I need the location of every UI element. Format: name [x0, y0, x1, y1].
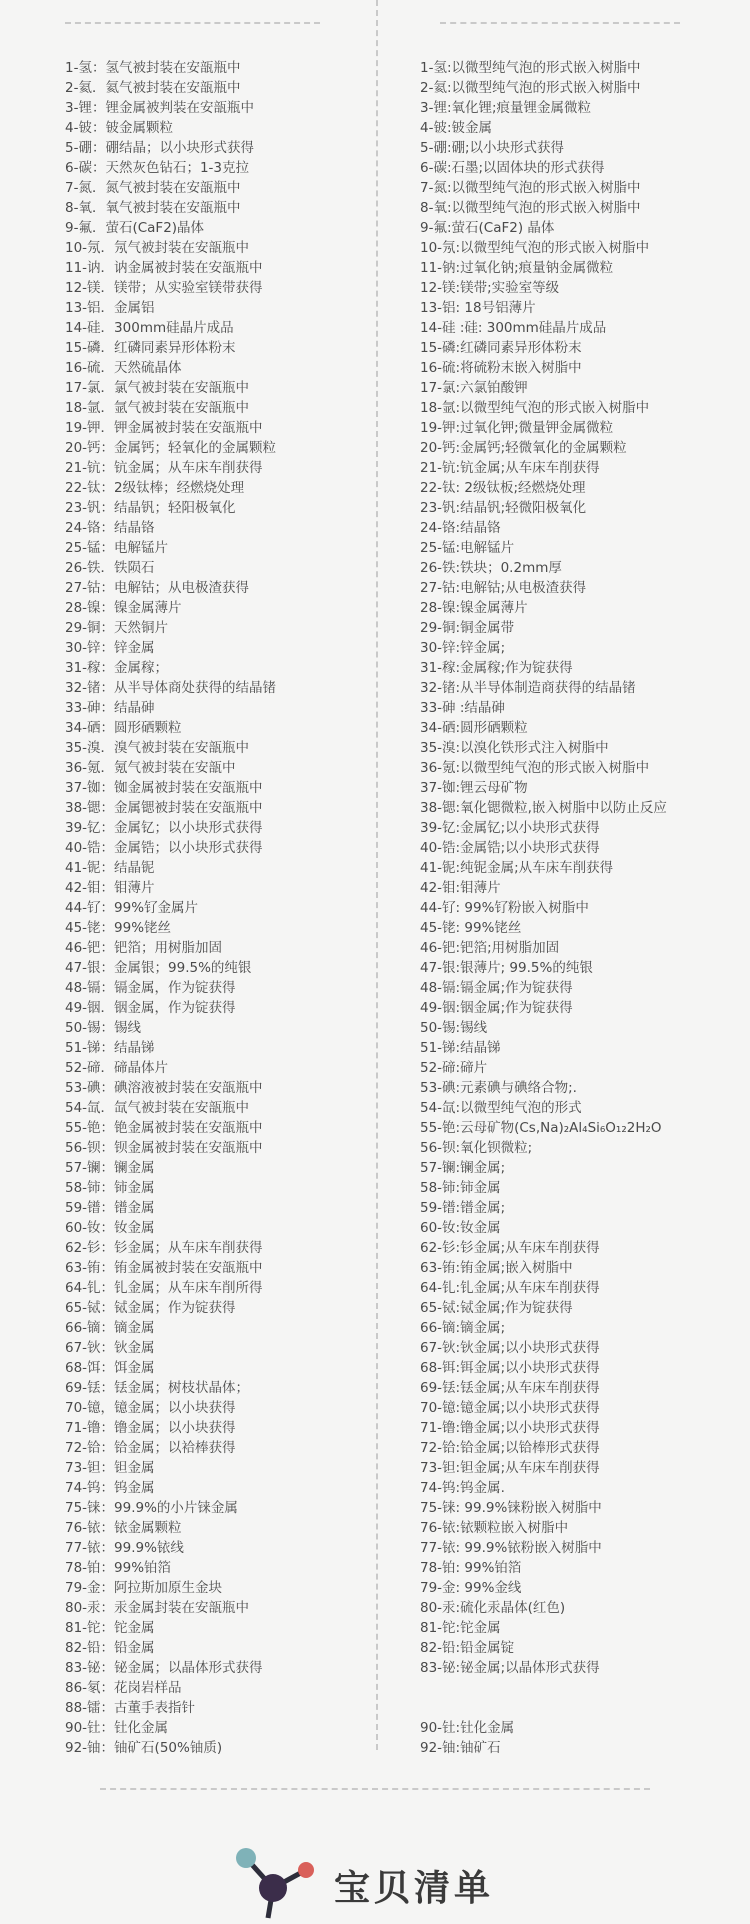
list-item: 63-铕：铕金属被封装在安瓿瓶中: [65, 1260, 263, 1276]
list-item: 71-镥：镥金属；以小块获得: [65, 1420, 236, 1436]
list-item: 92-铀：铀矿石(50%铀质): [65, 1740, 223, 1756]
list-item: 60-钕：钕金属: [65, 1220, 155, 1236]
list-item: 57-镧：镧金属: [65, 1160, 155, 1176]
list-item: 65-铽:铽金属;作为锭获得: [420, 1300, 573, 1316]
list-item: 32-锗：从半导体商处获得的结晶锗: [65, 680, 277, 696]
list-item: 39-钇:金属钇;以小块形式获得: [420, 820, 600, 836]
list-item: 9-氟:萤石(CaF2) 晶体: [420, 220, 555, 236]
list-item: 12-镁．镁带；从实验室镁带获得: [65, 280, 263, 296]
list-item: 6-碳：天然灰色钻石；1-3克拉: [65, 160, 250, 176]
list-item: 81-铊:铊金属: [420, 1620, 501, 1636]
list-item: 79-金: 99%金线: [420, 1580, 522, 1596]
list-item: 51-锑：结晶锑: [65, 1040, 155, 1056]
list-item: 86-氡：花岗岩样品: [65, 1680, 182, 1696]
list-item: 48-镉：镉金属，作为锭获得: [65, 980, 236, 996]
list-item: 10-氖:以微型纯气泡的形式嵌入树脂中: [420, 240, 650, 256]
molecule-icon: [228, 1840, 328, 1924]
list-item: 78-铂: 99%铂箔: [420, 1560, 522, 1576]
list-item: 37-铷:锂云母矿物: [420, 780, 528, 796]
list-item: 30-锌：锌金属: [65, 640, 155, 656]
list-item: 14-硅 :硅: 300mm硅晶片成品: [420, 320, 607, 336]
list-item: 28-镍：镍金属薄片: [65, 600, 182, 616]
list-item: 58-铈：铈金属: [65, 1180, 155, 1196]
list-item: 27-钴:电解钴;从电极渣获得: [420, 580, 587, 596]
list-item: 39-钇：金属钇；以小块形式获得: [65, 820, 263, 836]
list-item: 26-铁:铁块；0.2mm厚: [420, 560, 562, 576]
list-item: 58-铈:铈金属: [420, 1180, 501, 1196]
list-item: 83-铋:铋金属;以晶体形式获得: [420, 1660, 600, 1676]
list-item: 66-镝:镝金属;: [420, 1320, 506, 1336]
list-item: 13-铝: 18号铝薄片: [420, 300, 536, 316]
list-item: 12-镁:镁带;实验室等级: [420, 280, 560, 296]
list-item: 29-铜：天然铜片: [65, 620, 169, 636]
list-item: 55-铯：铯金属被封装在安瓿瓶中: [65, 1120, 263, 1136]
list-item: 80-汞:硫化汞晶体(红色): [420, 1600, 566, 1616]
list-item: 41-铌：结晶铌: [65, 860, 155, 876]
list-item: 45-铑：99%铑丝: [65, 920, 172, 936]
list-item: 42-钼:钼薄片: [420, 880, 501, 896]
list-item: 18-氩．氩气被封装在安瓿瓶中: [65, 400, 250, 416]
list-item: 44-钌: 99%钌粉嵌入树脂中: [420, 900, 589, 916]
list-item: 62-钐:钐金属;从车床车削获得: [420, 1240, 600, 1256]
list-item: 59-镨:镨金属;: [420, 1200, 506, 1216]
list-item: 10-氖．氖气被封装在安瓿瓶中: [65, 240, 250, 256]
list-item: 1-氢：氢气被封装在安瓿瓶中: [65, 60, 241, 76]
list-item: 80-汞：汞金属封装在安瓿瓶中: [65, 1600, 250, 1616]
list-item: 37-铷：铷金属被封装在安瓿瓶中: [65, 780, 263, 796]
list-item: 64-钆：钆金属；从车床车削所得: [65, 1280, 263, 1296]
list-item: 52-碲．碲晶体片: [65, 1060, 169, 1076]
list-item: 25-锰：电解锰片: [65, 540, 169, 556]
list-item: 74-钨:钨金属.: [420, 1480, 505, 1496]
list-item: 36-氪:以微型纯气泡的形式嵌入树脂中: [420, 760, 650, 776]
list-item: 34-硒:圆形硒颗粒: [420, 720, 528, 736]
list-item: 75-铼：99.9%的小片铼金属: [65, 1500, 238, 1516]
list-item: 38-锶:氧化锶微粒,嵌入树脂中以防止反应: [420, 800, 667, 816]
list-item: [420, 1678, 740, 1698]
top-divider-left: [65, 22, 320, 24]
list-item: 52-碲:碲片: [420, 1060, 488, 1076]
list-item: 74-钨：钨金属: [65, 1480, 155, 1496]
list-item: 46-钯:钯箔;用树脂加固: [420, 940, 560, 956]
list-item: 53-碘:元素碘与碘络合物;.: [420, 1080, 577, 1096]
top-divider-right: [440, 22, 680, 24]
list-item: 55-铯:云母矿物(Cs,Na)₂Al₄Si₆O₁₂2H₂O: [420, 1120, 662, 1136]
list-item: 20-钙：金属钙；轻氧化的金属颗粒: [65, 440, 277, 456]
list-item: 48-镉:镉金属;作为锭获得: [420, 980, 573, 996]
list-item: 19-钾．钾金属被封装在安瓿瓶中: [65, 420, 263, 436]
list-item: 8-氧:以微型纯气泡的形式嵌入树脂中: [420, 200, 641, 216]
list-item: 59-镨：镨金属: [65, 1200, 155, 1216]
list-item: 50-锡：锡线: [65, 1020, 142, 1036]
list-item: 81-铊：铊金属: [65, 1620, 155, 1636]
list-item: 22-钛：2级钛棒；经燃烧处理: [65, 480, 245, 496]
list-item: 18-氩:以微型纯气泡的形式嵌入树脂中: [420, 400, 650, 416]
list-item: 53-碘：碘溶液被封装在安瓿瓶中: [65, 1080, 263, 1096]
list-item: 90-钍：钍化金属: [65, 1720, 169, 1736]
list-item: 42-钼：钼薄片: [65, 880, 155, 896]
list-item: 92-铀:铀矿石: [420, 1740, 501, 1756]
list-item: 17-氯．氯气被封装在安瓿瓶中: [65, 380, 250, 396]
list-item: 54-氙．氙气被封装在安瓿瓶中: [65, 1100, 250, 1116]
list-item: 72-铪：铪金属；以袷棒获得: [65, 1440, 236, 1456]
list-item: 19-钾:过氧化钾;微量钾金属微粒: [420, 420, 614, 436]
list-item: 23-钒：结晶钒；轻阳极氧化: [65, 500, 236, 516]
list-item: 69-铥：铥金属；树枝状晶体；: [65, 1380, 250, 1396]
list-item: [420, 1698, 740, 1718]
list-item: 21-钪:钪金属;从车床车削获得: [420, 460, 600, 476]
list-item: 68-饵：饵金属: [65, 1360, 155, 1376]
list-item: 6-碳:石墨;以固体块的形式获得: [420, 160, 605, 176]
list-item: 30-锌:锌金属;: [420, 640, 506, 656]
list-item: 57-镧:镧金属;: [420, 1160, 506, 1176]
list-item: 35-溴:以溴化铁形式注入树脂中: [420, 740, 609, 756]
list-item: 27-钴：电解钴；从电极渣获得: [65, 580, 250, 596]
list-item: 64-钆:钆金属;从车床车削获得: [420, 1280, 600, 1296]
list-item: 21-钪：钪金属；从车床车削获得: [65, 460, 263, 476]
list-item: 16-硫．天然硫晶体: [65, 360, 182, 376]
element-list-resin: [420, 58, 740, 1758]
list-item: 2-氦:以微型纯气泡的形式嵌入树脂中: [420, 80, 641, 96]
list-item: 26-铁．铁陨石: [65, 560, 155, 576]
list-item: 70-镱，镱金属；以小块获得: [65, 1400, 236, 1416]
list-item: 29-铜:铜金属带: [420, 620, 515, 636]
list-item: 71-镥:镥金属;以小块形式获得: [420, 1420, 600, 1436]
list-item: 14-硅．300mm硅晶片成品: [65, 320, 234, 336]
list-item: 76-铱:铱颗粒嵌入树脂中: [420, 1520, 569, 1536]
list-item: 49-铟．铟金属，作为锭获得: [65, 1000, 236, 1016]
list-item: 24-铬:结晶铬: [420, 520, 501, 536]
list-item: 15-磷．红磷同素异形体粉末: [65, 340, 236, 356]
list-item: 8-氧．氧气被封装在安瓿瓶中: [65, 200, 241, 216]
list-item: 38-锶：金属锶被封装在安瓿瓶中: [65, 800, 263, 816]
list-item: 1-氢:以微型纯气泡的形式嵌入树脂中: [420, 60, 641, 76]
list-item: 9-氟．萤石(CaF2)晶体: [65, 220, 205, 236]
list-item: 88-镭：古董手表指针: [65, 1700, 196, 1716]
list-item: 51-锑:结晶锑: [420, 1040, 501, 1056]
list-item: 65-铽：铽金属；作为锭获得: [65, 1300, 236, 1316]
list-item: 60-钕:钕金属: [420, 1220, 501, 1236]
list-item: 68-铒:铒金属;以小块形式获得: [420, 1360, 600, 1376]
page-title: 宝贝清单: [334, 1868, 495, 1909]
list-item: 67-钬：钬金属: [65, 1340, 155, 1356]
list-item: 33-砷：结晶砷: [65, 700, 155, 716]
list-item: 24-铬：结晶铬: [65, 520, 155, 536]
list-item: 15-磷:红磷同素异形体粉末: [420, 340, 582, 356]
list-item: 62-钐：钐金属；从车床车削获得: [65, 1240, 263, 1256]
list-item: 40-锆:金属锆;以小块形式获得: [420, 840, 600, 856]
list-item: 50-锡:锡线: [420, 1020, 488, 1036]
list-item: 3-锂：锂金属被判装在安瓿瓶中: [65, 100, 254, 116]
list-item: 7-氮．氮气被封装在安瓿瓶中: [65, 180, 241, 196]
list-item: 11-钠:过氧化钠;痕量钠金属微粒: [420, 260, 614, 276]
list-item: 3-锂:氧化锂;痕量锂金属微粒: [420, 100, 592, 116]
list-item: 2-氦．氦气被封装在安瓿瓶中: [65, 80, 241, 96]
list-item: 17-氯:六氯铂酸钾: [420, 380, 528, 396]
list-item: 73-钽：钽金属: [65, 1460, 155, 1476]
list-item: 34-硒：圆形硒颗粒: [65, 720, 182, 736]
list-item: 45-铑: 99%铑丝: [420, 920, 522, 936]
list-item: 4-铍：铍金属颗粒: [65, 120, 173, 136]
list-item: 82-铅:铅金属锭: [420, 1640, 515, 1656]
list-item: 79-金：阿拉斯加原生金块: [65, 1580, 223, 1596]
list-item: 56-钡:氧化钡微粒;: [420, 1140, 533, 1156]
list-item: 40-锆：金属锆；以小块形式获得: [65, 840, 263, 856]
list-item: 56-钡：钡金属被封装在安瓿瓶中: [65, 1140, 263, 1156]
list-item: 5-硼:硼;以小块形式获得: [420, 140, 565, 156]
list-item: 47-银:银薄片; 99.5%的纯银: [420, 960, 593, 976]
list-item: 69-铥:铥金属;从车床车削获得: [420, 1380, 600, 1396]
list-item: 47-银：金属银；99.5%的纯银: [65, 960, 252, 976]
list-item: 16-硫:将硫粉末嵌入树脂中: [420, 360, 582, 376]
list-item: 23-钒:结晶钒;轻微阳极氧化: [420, 500, 587, 516]
list-item: 82-铅：铅金属: [65, 1640, 155, 1656]
list-item: 36-氪．氪气被封装在安瓿中: [65, 760, 236, 776]
list-item: 49-铟:铟金属;作为锭获得: [420, 1000, 573, 1016]
list-item: 31-稼：金属稼；: [65, 660, 169, 676]
list-item: 66-镝：镝金属: [65, 1320, 155, 1336]
list-item: 41-铌:纯铌金属;从车床车削获得: [420, 860, 614, 876]
list-item: 44-钌：99%钌金属片: [65, 900, 199, 916]
list-item: 5-硼：硼结晶；以小块形式获得: [65, 140, 254, 156]
list-item: 32-锗:从半导体制造商获得的结晶锗: [420, 680, 636, 696]
list-item: 76-铱：铱金属颗粒: [65, 1520, 182, 1536]
list-item: 28-镍:镍金属薄片: [420, 600, 528, 616]
list-item: 46-钯：钯箔；用树脂加固: [65, 940, 223, 956]
list-item: 11-讷．讷金属被封装在安瓿瓶中: [65, 260, 263, 276]
list-item: 54-氙:以微型纯气泡的形式: [420, 1100, 582, 1116]
list-item: 63-铕:铕金属;嵌入树脂中: [420, 1260, 573, 1276]
list-item: 70-镱:镱金属;以小块形式获得: [420, 1400, 600, 1416]
list-item: 4-铍:铍金属: [420, 120, 493, 136]
list-item: 77-铱：99.9%铱线: [65, 1540, 184, 1556]
list-item: 22-钛: 2级钛板;经燃烧处理: [420, 480, 586, 496]
list-item: 77-铱: 99.9%铱粉嵌入树脂中: [420, 1540, 602, 1556]
list-item: 67-钬:钬金属;以小块形式获得: [420, 1340, 600, 1356]
list-item: 31-稼:金属稼;作为锭获得: [420, 660, 573, 676]
bottom-divider: [100, 1788, 650, 1790]
list-item: 73-钽:钽金属;从车床车削获得: [420, 1460, 600, 1476]
list-item: 90-钍:钍化金属: [420, 1720, 515, 1736]
list-item: 72-铪:铪金属;以铪棒形式获得: [420, 1440, 600, 1456]
list-item: 20-钙:金属钙;轻微氧化的金属颗粒: [420, 440, 627, 456]
list-item: 33-砷 :结晶砷: [420, 700, 505, 716]
element-list-samples: [65, 58, 385, 1758]
list-item: 25-锰:电解锰片: [420, 540, 515, 556]
list-item: 78-铂：99%铂箔: [65, 1560, 172, 1576]
list-item: 13-铝．金属铝: [65, 300, 155, 316]
list-item: 35-溴．溴气被封装在安瓿瓶中: [65, 740, 250, 756]
list-item: 75-铼: 99.9%铼粉嵌入树脂中: [420, 1500, 602, 1516]
list-item: 7-氮:以微型纯气泡的形式嵌入树脂中: [420, 180, 641, 196]
list-item: 83-铋：铋金属；以晶体形式获得: [65, 1660, 263, 1676]
